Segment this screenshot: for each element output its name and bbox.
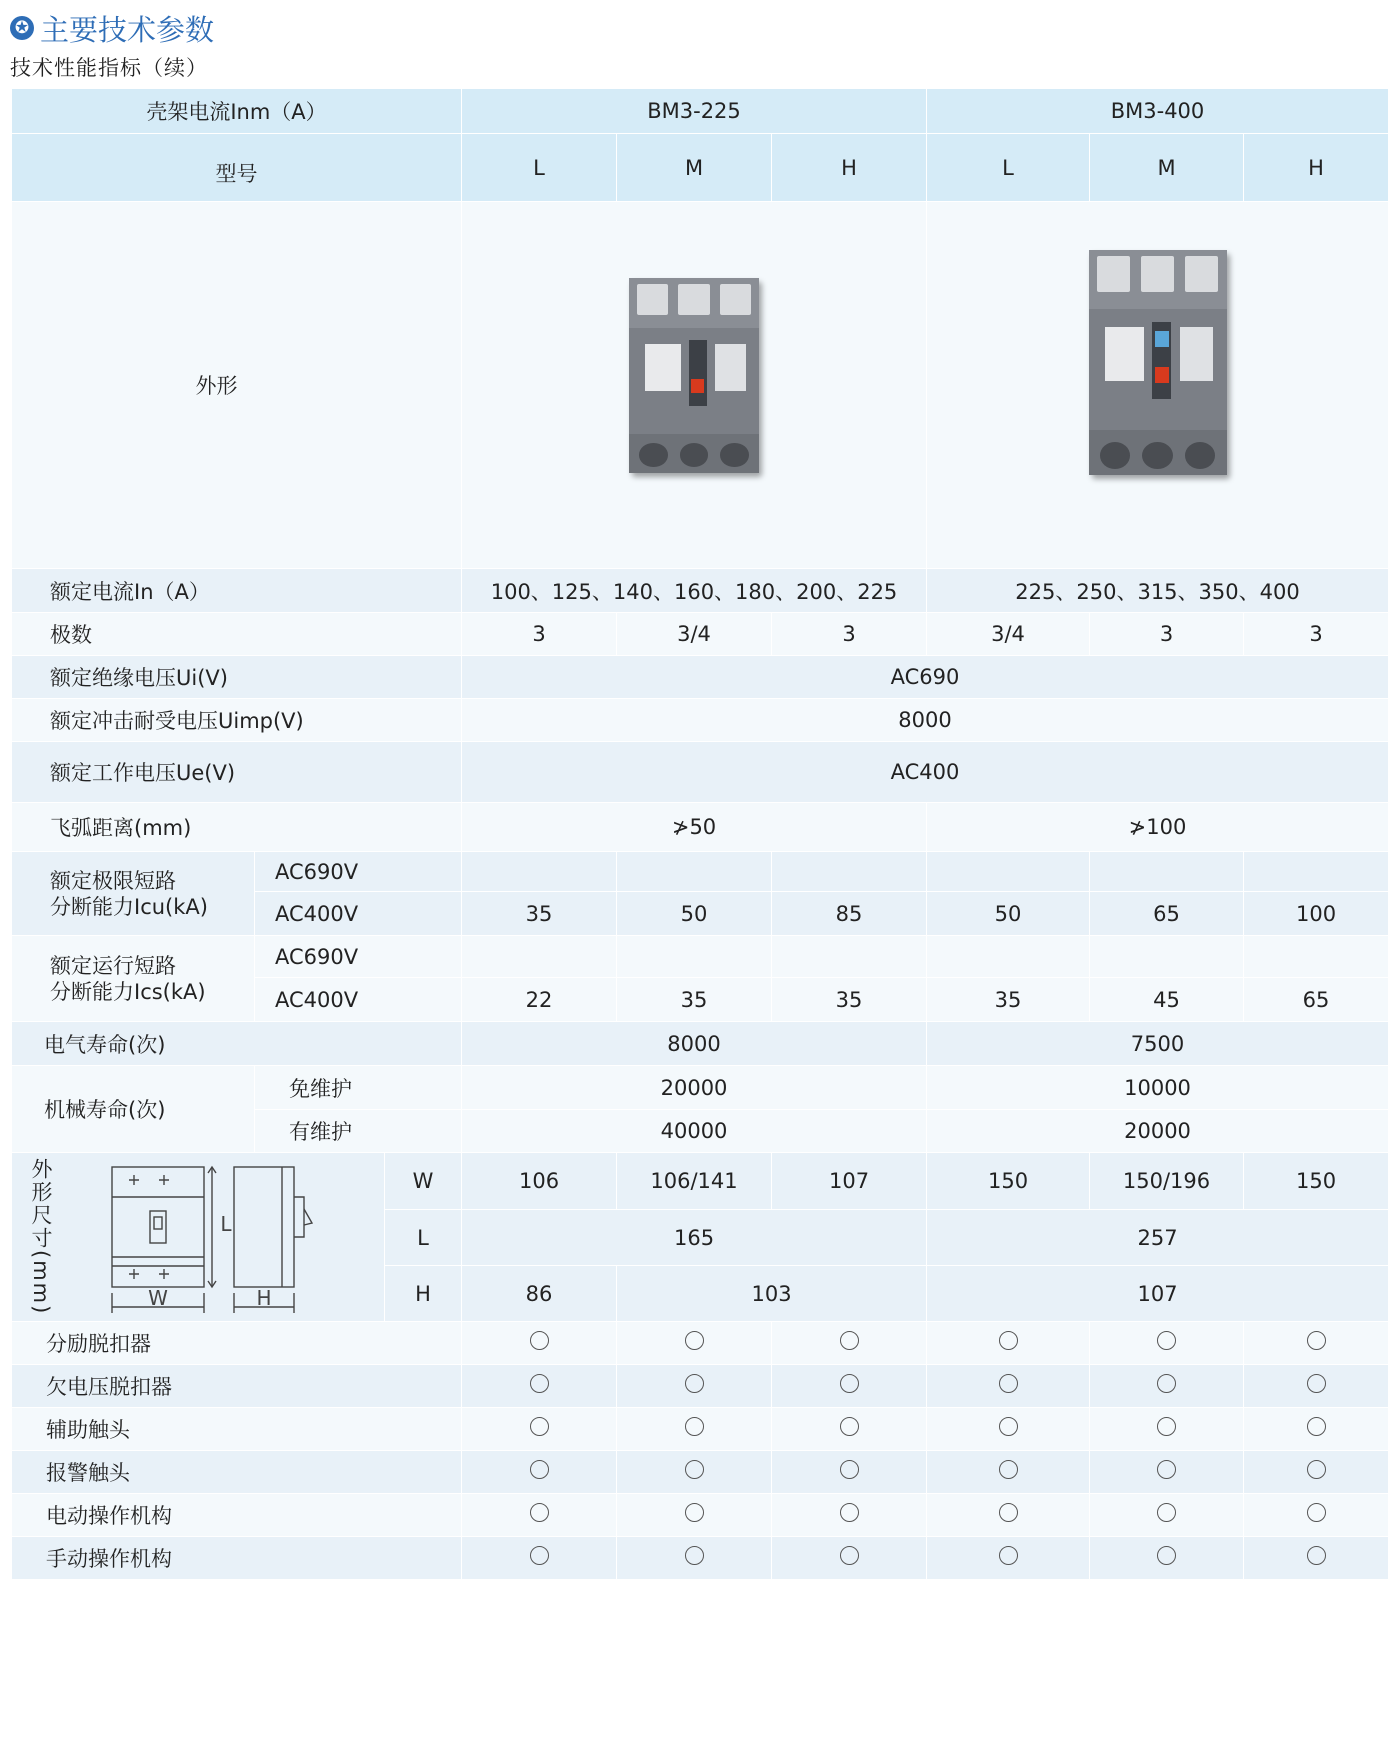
accessory-option-cell xyxy=(1090,1494,1244,1537)
page-subtitle: 技术性能指标（续） xyxy=(10,56,208,80)
poles-cell: 3 xyxy=(1244,613,1389,656)
accessory-option-cell xyxy=(772,1451,927,1494)
mech-life-free-225: 20000 xyxy=(462,1066,927,1110)
accessory-option-cell xyxy=(1244,1537,1389,1580)
ui-label: 额定绝缘电压Ui(V) xyxy=(12,656,462,699)
accessory-option-cell xyxy=(462,1537,617,1580)
ics-cell: 35 xyxy=(772,978,927,1022)
elec-life-label: 电气寿命(次) xyxy=(12,1022,462,1066)
optional-circle-icon xyxy=(1307,1374,1326,1393)
optional-circle-icon xyxy=(530,1374,549,1393)
accessory-option-cell xyxy=(1244,1322,1389,1365)
dims-w-cell: 150/196 xyxy=(1090,1153,1244,1210)
optional-circle-icon xyxy=(840,1546,859,1565)
accessory-option-cell xyxy=(1090,1322,1244,1365)
poles-row xyxy=(12,613,1389,656)
accessory-option-cell xyxy=(1244,1365,1389,1408)
star-icon: ✪ xyxy=(10,16,34,40)
optional-circle-icon xyxy=(530,1460,549,1479)
drawing-l-label: L xyxy=(220,1212,232,1236)
mech-life-free-400: 10000 xyxy=(927,1066,1389,1110)
ics-cell: 65 xyxy=(1244,978,1389,1022)
poles-cell: 3 xyxy=(462,613,617,656)
optional-circle-icon xyxy=(840,1374,859,1393)
title-text: 主要技术参数 xyxy=(40,12,215,47)
mech-life-sub-free: 免维护 xyxy=(255,1066,462,1110)
optional-circle-icon xyxy=(1157,1374,1176,1393)
ue-label: 额定工作电压Ue(V) xyxy=(12,742,462,803)
rated-current-row xyxy=(12,569,1389,613)
accessory-option-cell xyxy=(927,1408,1090,1451)
dims-h-400: 107 xyxy=(927,1266,1389,1322)
accessory-option-cell xyxy=(1090,1451,1244,1494)
dims-h-label: H xyxy=(385,1266,462,1322)
optional-circle-icon xyxy=(1157,1460,1176,1479)
accessory-option-cell xyxy=(1244,1494,1389,1537)
optional-circle-icon xyxy=(530,1546,549,1565)
breaker-225-picture xyxy=(629,278,759,473)
ics-sub-400: AC400V xyxy=(255,978,462,1022)
mech-life-maint-225: 40000 xyxy=(462,1110,927,1153)
icu-sub-690: AC690V xyxy=(255,852,462,892)
model-cell: L xyxy=(462,134,617,202)
optional-circle-icon xyxy=(999,1546,1018,1565)
spec-table xyxy=(11,88,1389,1580)
accessory-label: 报警触头 xyxy=(12,1451,462,1494)
frame-label: 壳架电流Inm（A） xyxy=(12,89,462,134)
optional-circle-icon xyxy=(1307,1460,1326,1479)
accessory-option-cell xyxy=(462,1408,617,1451)
model-cell: H xyxy=(772,134,927,202)
dims-drawing-cell xyxy=(12,1153,385,1322)
arc-225: ≯50 xyxy=(462,803,927,852)
frame-row xyxy=(12,89,1389,134)
accessory-option-cell xyxy=(617,1365,772,1408)
poles-cell: 3 xyxy=(772,613,927,656)
poles-cell: 3/4 xyxy=(927,613,1090,656)
accessory-option-cell xyxy=(927,1537,1090,1580)
icu-cell: 65 xyxy=(1090,892,1244,936)
header xyxy=(10,6,214,82)
dims-l-label: L xyxy=(385,1210,462,1266)
ics-label: 额定运行短路 分断能力Ics(kA) xyxy=(12,936,255,1022)
icu-cell: 35 xyxy=(462,892,617,936)
mech-life-sub-maint: 有维护 xyxy=(255,1110,462,1153)
accessory-label: 电动操作机构 xyxy=(12,1494,462,1537)
appearance-row xyxy=(12,202,1389,569)
dims-h-mh: 103 xyxy=(617,1266,927,1322)
optional-circle-icon xyxy=(685,1374,704,1393)
accessory-row xyxy=(12,1365,1389,1408)
mech-life-maint-400: 20000 xyxy=(927,1110,1389,1153)
optional-circle-icon xyxy=(840,1417,859,1436)
dims-l-400: 257 xyxy=(927,1210,1389,1266)
optional-circle-icon xyxy=(685,1331,704,1350)
accessory-option-cell xyxy=(772,1494,927,1537)
arc-label: 飞弧距离(mm) xyxy=(12,803,462,852)
poles-cell: 3/4 xyxy=(617,613,772,656)
poles-cell: 3 xyxy=(1090,613,1244,656)
accessory-option-cell xyxy=(1090,1537,1244,1580)
optional-circle-icon xyxy=(530,1417,549,1436)
optional-circle-icon xyxy=(999,1503,1018,1522)
optional-circle-icon xyxy=(1157,1331,1176,1350)
accessory-option-cell xyxy=(617,1494,772,1537)
optional-circle-icon xyxy=(1307,1546,1326,1565)
drawing-h-label: H xyxy=(256,1286,272,1310)
uimp-row xyxy=(12,699,1389,742)
accessory-option-cell xyxy=(927,1322,1090,1365)
optional-circle-icon xyxy=(685,1503,704,1522)
accessory-option-cell xyxy=(617,1451,772,1494)
accessory-option-cell xyxy=(1090,1408,1244,1451)
optional-circle-icon xyxy=(840,1460,859,1479)
icu-cell: 85 xyxy=(772,892,927,936)
optional-circle-icon xyxy=(1307,1417,1326,1436)
ics-cell: 35 xyxy=(617,978,772,1022)
breaker-image-225 xyxy=(462,202,927,569)
arc-400: ≯100 xyxy=(927,803,1389,852)
dims-w-cell: 106/141 xyxy=(617,1153,772,1210)
optional-circle-icon xyxy=(530,1503,549,1522)
ics-cell: 22 xyxy=(462,978,617,1022)
optional-circle-icon xyxy=(1307,1503,1326,1522)
accessory-label: 辅助触头 xyxy=(12,1408,462,1451)
icu-label: 额定极限短路 分断能力Icu(kA) xyxy=(12,852,255,936)
ue-row xyxy=(12,742,1389,803)
dims-w-label: W xyxy=(385,1153,462,1210)
accessories-body xyxy=(12,1322,1389,1580)
accessory-label: 手动操作机构 xyxy=(12,1537,462,1580)
icu-row-690 xyxy=(12,852,1389,892)
ui-row xyxy=(12,656,1389,699)
frame-400: BM3-400 xyxy=(927,89,1389,134)
accessory-option-cell xyxy=(617,1537,772,1580)
dims-h-l: 86 xyxy=(462,1266,617,1322)
optional-circle-icon xyxy=(1157,1546,1176,1565)
accessory-option-cell xyxy=(1090,1365,1244,1408)
accessory-row xyxy=(12,1322,1389,1365)
accessory-row xyxy=(12,1494,1389,1537)
accessory-option-cell xyxy=(617,1408,772,1451)
accessory-option-cell xyxy=(772,1322,927,1365)
elec-life-row xyxy=(12,1022,1389,1066)
breaker-400-picture xyxy=(1089,250,1227,475)
drawing-w-label: W xyxy=(148,1286,168,1310)
breaker-image-400 xyxy=(927,202,1389,569)
model-cell: L xyxy=(927,134,1090,202)
arc-row xyxy=(12,803,1389,852)
frame-225: BM3-225 xyxy=(462,89,927,134)
dims-w-cell: 107 xyxy=(772,1153,927,1210)
page-title xyxy=(10,6,214,50)
ue-value: AC400 xyxy=(462,742,1389,803)
optional-circle-icon xyxy=(999,1331,1018,1350)
rated-current-400: 225、250、315、350、400 xyxy=(927,569,1389,613)
rated-current-225: 100、125、140、160、180、200、225 xyxy=(462,569,927,613)
accessory-option-cell xyxy=(772,1365,927,1408)
dims-w-cell: 106 xyxy=(462,1153,617,1210)
model-label: 型号 xyxy=(12,134,462,202)
dims-label: 外形尺寸(mm) xyxy=(29,1158,53,1316)
model-cell: M xyxy=(1090,134,1244,202)
icu-sub-400: AC400V xyxy=(255,892,462,936)
optional-circle-icon xyxy=(1157,1503,1176,1522)
elec-life-400: 7500 xyxy=(927,1022,1389,1066)
dimension-drawing xyxy=(64,1153,364,1321)
rated-current-label: 额定电流In（A） xyxy=(12,569,462,613)
accessory-option-cell xyxy=(462,1494,617,1537)
optional-circle-icon xyxy=(685,1417,704,1436)
optional-circle-icon xyxy=(1307,1331,1326,1350)
accessory-option-cell xyxy=(927,1494,1090,1537)
accessory-row xyxy=(12,1408,1389,1451)
accessory-row xyxy=(12,1451,1389,1494)
accessory-option-cell xyxy=(462,1365,617,1408)
optional-circle-icon xyxy=(685,1460,704,1479)
poles-label: 极数 xyxy=(12,613,462,656)
accessory-option-cell xyxy=(462,1322,617,1365)
ui-value: AC690 xyxy=(462,656,1389,699)
optional-circle-icon xyxy=(840,1503,859,1522)
optional-circle-icon xyxy=(1157,1417,1176,1436)
model-row xyxy=(12,134,1389,202)
optional-circle-icon xyxy=(999,1460,1018,1479)
accessory-label: 分励脱扣器 xyxy=(12,1322,462,1365)
accessory-option-cell xyxy=(772,1537,927,1580)
dims-w-cell: 150 xyxy=(927,1153,1090,1210)
mech-life-label: 机械寿命(次) xyxy=(12,1066,255,1153)
accessory-option-cell xyxy=(772,1408,927,1451)
uimp-value: 8000 xyxy=(462,699,1389,742)
ics-sub-690: AC690V xyxy=(255,936,462,978)
dims-row-w xyxy=(12,1153,1389,1210)
optional-circle-icon xyxy=(840,1331,859,1350)
accessory-option-cell xyxy=(462,1451,617,1494)
ics-row-690 xyxy=(12,936,1389,978)
accessory-option-cell xyxy=(927,1451,1090,1494)
accessory-option-cell xyxy=(1244,1408,1389,1451)
accessory-option-cell xyxy=(617,1322,772,1365)
uimp-label: 额定冲击耐受电压Uimp(V) xyxy=(12,699,462,742)
appearance-label: 外形 xyxy=(12,202,462,569)
accessory-option-cell xyxy=(927,1365,1090,1408)
model-cell: M xyxy=(617,134,772,202)
icu-cell: 50 xyxy=(927,892,1090,936)
accessory-row xyxy=(12,1537,1389,1580)
model-cell: H xyxy=(1244,134,1389,202)
dims-w-cell: 150 xyxy=(1244,1153,1389,1210)
optional-circle-icon xyxy=(530,1331,549,1350)
icu-cell: 50 xyxy=(617,892,772,936)
accessory-option-cell xyxy=(1244,1451,1389,1494)
ics-cell: 45 xyxy=(1090,978,1244,1022)
optional-circle-icon xyxy=(685,1546,704,1565)
dims-l-225: 165 xyxy=(462,1210,927,1266)
optional-circle-icon xyxy=(999,1417,1018,1436)
mech-life-row-free xyxy=(12,1066,1389,1110)
ics-cell: 35 xyxy=(927,978,1090,1022)
icu-cell: 100 xyxy=(1244,892,1389,936)
accessory-label: 欠电压脱扣器 xyxy=(12,1365,462,1408)
elec-life-225: 8000 xyxy=(462,1022,927,1066)
optional-circle-icon xyxy=(999,1374,1018,1393)
